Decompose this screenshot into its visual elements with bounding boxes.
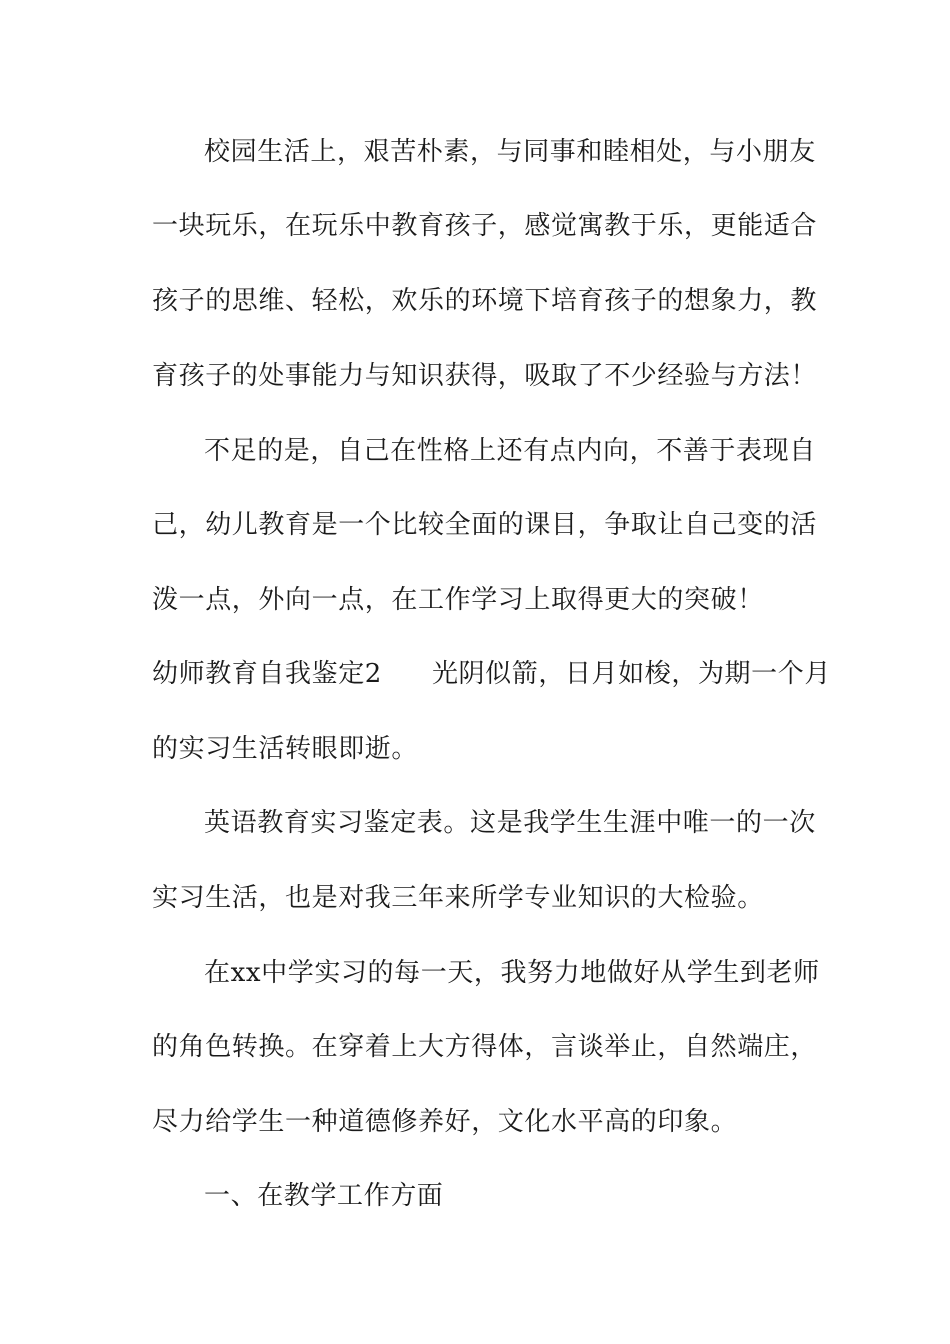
paragraph-line: 育孩子的处事能力与知识获得，吸取了不少经验与方法！ bbox=[152, 361, 818, 391]
paragraph-line: 尽力给学生一种道德修养好，文化水平高的印象。 bbox=[152, 1107, 738, 1137]
paragraph-line: 的实习生活转眼即逝。 bbox=[152, 734, 419, 764]
paragraph-line: 光阴似箭，日月如梭，为期一个月 bbox=[431, 659, 831, 689]
section-heading: 幼师教育自我鉴定2 bbox=[152, 659, 382, 689]
paragraph-line: 实习生活，也是对我三年来所学专业知识的大检验。 bbox=[152, 883, 764, 913]
heading-line bbox=[152, 659, 831, 689]
paragraph-line: 孩子的思维、轻松，欢乐的环境下培育孩子的想象力，教 bbox=[152, 286, 818, 316]
paragraph-line: 的角色转换。在穿着上大方得体，言谈举止，自然端庄， bbox=[152, 1032, 818, 1062]
paragraph-line: 泼一点，外向一点，在工作学习上取得更大的突破！ bbox=[152, 585, 764, 615]
paragraph-line: 己，幼儿教育是一个比较全面的课目，争取让自己变的活 bbox=[152, 510, 818, 540]
paragraph-line: 一块玩乐，在玩乐中教育孩子，感觉寓教于乐，更能适合 bbox=[152, 211, 818, 241]
section-heading: 一、在教学工作方面 bbox=[204, 1181, 444, 1211]
paragraph-line: 在xx中学实习的每一天，我努力地做好从学生到老师 bbox=[204, 958, 820, 988]
paragraph-line: 校园生活上，艰苦朴素，与同事和睦相处，与小朋友 bbox=[204, 137, 816, 167]
paragraph-line: 不足的是，自己在性格上还有点内向，不善于表现自 bbox=[204, 436, 816, 466]
paragraph-line: 英语教育实习鉴定表。这是我学生生涯中唯一的一次 bbox=[204, 808, 816, 838]
